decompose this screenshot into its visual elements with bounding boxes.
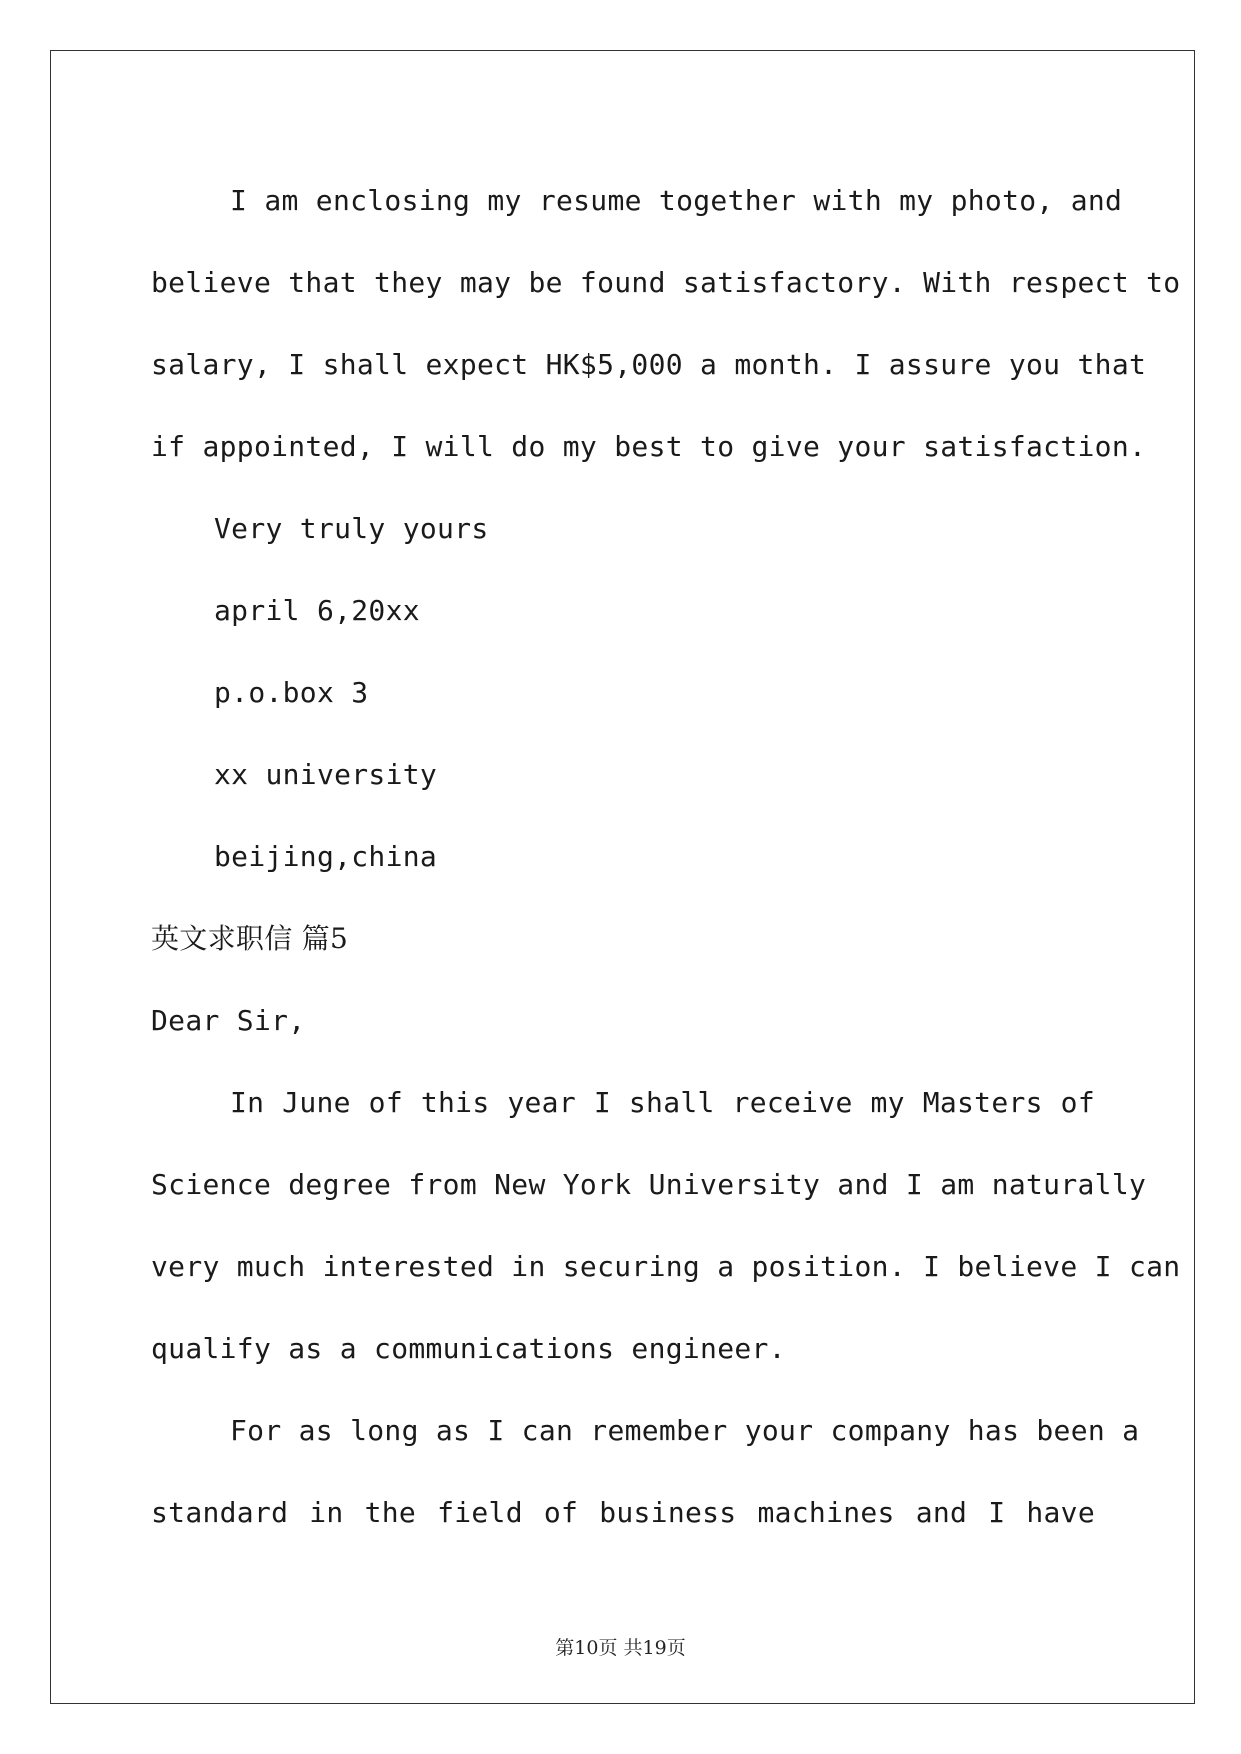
paragraph-3-line-1: For as long as I can remember your company has been a xyxy=(230,1414,1140,1447)
paragraph-2-line-4: qualify as a communications engineer. xyxy=(151,1332,786,1365)
paragraph-1-line-3: salary, I shall expect HK$5,000 a month. I assure you that xyxy=(151,348,1147,381)
po-box: p.o.box 3 xyxy=(214,676,369,709)
paragraph-2-line-1: In June of this year I shall receive my Masters of xyxy=(230,1086,1095,1119)
paragraph-2-line-2: Science degree from New York University and I am naturally xyxy=(151,1168,1147,1201)
paragraph-1-line-1: I am enclosing my resume together with my photo, and xyxy=(230,184,1123,217)
city: beijing,china xyxy=(214,840,438,873)
document-body xyxy=(151,160,1181,1554)
paragraph-3-line-2: standard in the field of business machines and I have xyxy=(151,1496,1095,1529)
section-heading: 英文求职信 篇5 xyxy=(151,922,349,955)
paragraph-1-line-2: believe that they may be found satisfactory. With respect to xyxy=(151,266,1181,299)
letter-date: april 6,20xx xyxy=(214,594,420,627)
page-number-footer: 第10页 共19页 xyxy=(555,1637,686,1659)
paragraph-2-line-3: very much interested in securing a position. I believe I can xyxy=(151,1250,1181,1283)
valediction: Very truly yours xyxy=(214,512,489,545)
university: xx university xyxy=(214,758,438,791)
salutation: Dear Sir, xyxy=(151,1004,306,1037)
paragraph-1-line-4: if appointed, I will do my best to give your satisfaction. xyxy=(151,430,1147,463)
